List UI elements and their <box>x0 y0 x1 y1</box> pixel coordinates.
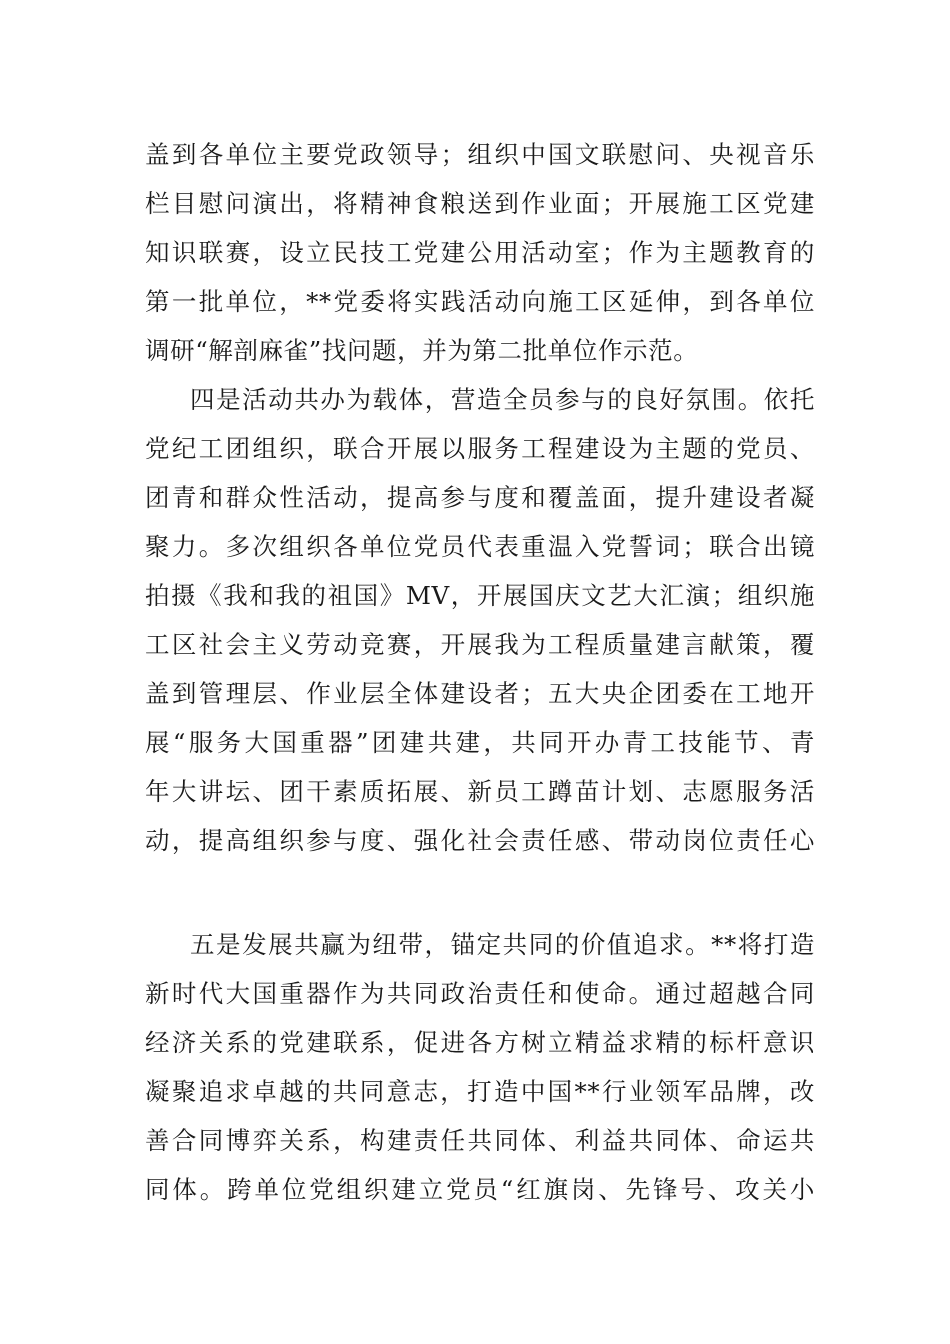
paragraph-3 <box>145 920 815 1214</box>
text-line: 团青和群众性活动，提高参与度和覆盖面，提升建设者凝 <box>145 483 815 512</box>
text-line: 第一批单位，**党委将实践活动向施工区延伸，到各单位 <box>145 287 815 316</box>
text-line: 聚力。多次组织各单位党员代表重温入党誓词；联合出镜 <box>145 532 815 561</box>
text-line: 党纪工团组织，联合开展以服务工程建设为主题的党员、 <box>145 434 815 463</box>
paragraph-1 <box>145 130 815 375</box>
text-line: 展“服务大国重器”团建共建，共同开办青工技能节、青 <box>145 728 815 757</box>
text-line: 调研“解剖麻雀”找问题，并为第二批单位作示范。 <box>145 336 699 365</box>
text-line: 经济关系的党建联系，促进各方树立精益求精的标杆意识 <box>145 1028 815 1057</box>
text-line: 盖到各单位主要党政领导；组织中国文联慰问、央视音乐 <box>145 140 815 169</box>
text-line: 动，提高组织参与度、强化社会责任感、带动岗位责任心 <box>145 826 815 855</box>
paragraph-2 <box>145 375 815 865</box>
text-line: 盖到管理层、作业层全体建设者；五大央企团委在工地开 <box>145 679 815 708</box>
text-line: 凝聚追求卓越的共同意志，打造中国**行业领军品牌，改 <box>145 1077 815 1106</box>
text-line: 年大讲坛、团干素质拓展、新员工蹲苗计划、志愿服务活 <box>145 777 815 806</box>
text-line: 新时代大国重器作为共同政治责任和使命。通过超越合同 <box>145 979 815 1008</box>
text-line: 拍摄《我和我的祖国》MV，开展国庆文艺大汇演；组织施 <box>145 581 815 610</box>
text-line: 五是发展共赢为纽带，锚定共同的价值追求。**将打造 <box>190 930 815 959</box>
text-line: 善合同博弈关系，构建责任共同体、利益共同体、命运共 <box>145 1126 815 1155</box>
text-line: 知识联赛，设立民技工党建公用活动室；作为主题教育的 <box>145 238 815 267</box>
text-line: 栏目慰问演出，将精神食粮送到作业面；开展施工区党建 <box>145 189 815 218</box>
text-line: 四是活动共办为载体，营造全员参与的良好氛围。依托 <box>190 385 815 414</box>
text-line: 工区社会主义劳动竞赛，开展我为工程质量建言献策，覆 <box>145 630 815 659</box>
text-line: 同体。跨单位党组织建立党员“红旗岗、先锋号、攻关小 <box>145 1175 815 1204</box>
